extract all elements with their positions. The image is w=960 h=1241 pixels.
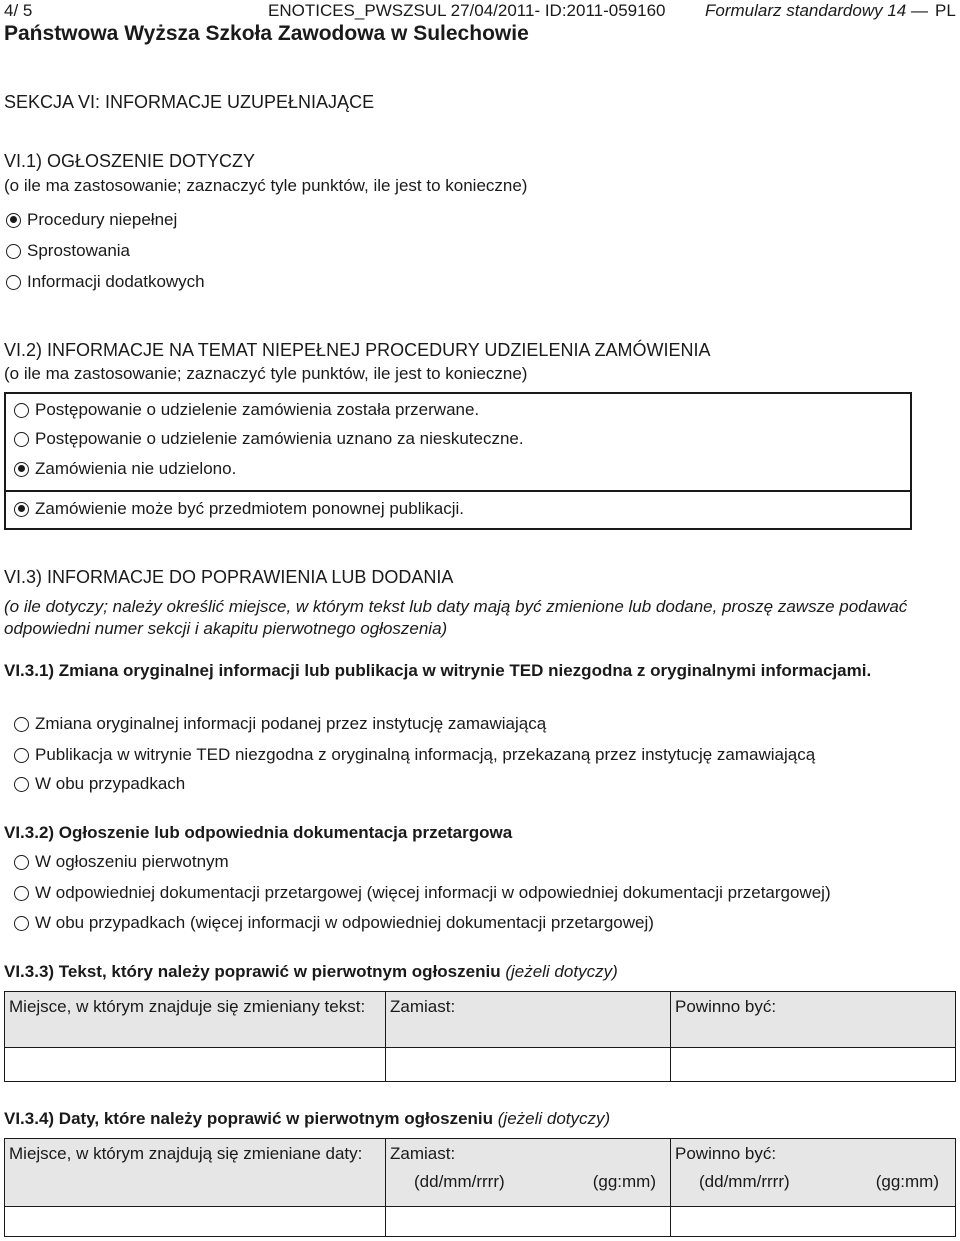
table-cell[interactable] [386, 1048, 671, 1082]
vi31-option-obu[interactable] [14, 772, 185, 796]
organization-name: Państwowa Wyższa Szkoła Zawodowa w Sulechowie [4, 22, 529, 45]
option-label: W obu przypadkach (więcej informacji w odpowiedniej dokumentacji przetargowej) [35, 913, 654, 932]
col-header-miejsce: Miejsce, w którym znajduje się zmieniany tekst: [5, 992, 386, 1048]
vi1-option-procedury-niepelnej[interactable] [6, 208, 177, 232]
radio-checked-icon[interactable] [14, 502, 29, 517]
option-label: W odpowiedniej dokumentacji przetargowej (więcej informacji w odpowiedniej dokumentacji przetargowej) [35, 883, 831, 902]
vi34-table [4, 1138, 956, 1237]
vi2-title: VI.2) INFORMACJE NA TEMAT NIEPEŁNEJ PROCEDURY UDZIELENIA ZAMÓWIENIA [4, 340, 711, 360]
vi3-note: (o ile dotyczy; należy określić miejsce, w którym tekst lub daty mają być zmienione lub dodane, proszę zawsze podawać odpowiedni numer sekcji i akapitu pierwotnego ogłoszenia) [4, 597, 908, 638]
radio-unchecked-icon[interactable] [14, 717, 29, 732]
table-cell[interactable] [5, 1207, 386, 1237]
vi32-option-pierwotnym[interactable] [14, 850, 229, 874]
date-format-label: (dd/mm/rrrr) [699, 1172, 790, 1191]
vi33-title: VI.3.3) Tekst, który należy poprawić w pierwotnym ogłoszeniu (jeżeli dotyczy) [4, 962, 618, 981]
vi2-option-przerwane[interactable] [14, 398, 479, 422]
time-format-label: (gg:mm) [875, 1172, 939, 1191]
vi2-note: (o ile ma zastosowanie; zaznaczyć tyle punktów, ile jest to konieczne) [4, 364, 528, 383]
vi3-title: VI.3) INFORMACJE DO POPRAWIENIA LUB DODANIA [4, 567, 454, 587]
vi2-option-nieskuteczne[interactable] [14, 427, 524, 451]
col-header-zamiast: Zamiast: (dd/mm/rrrr) (gg:mm) [386, 1139, 671, 1207]
col-header-miejsce: Miejsce, w którym znajdują się zmieniane daty: [5, 1139, 386, 1207]
vi2-option-nie-udzielono[interactable] [14, 457, 236, 481]
radio-unchecked-icon[interactable] [14, 855, 29, 870]
vi31-option-publikacja[interactable] [14, 743, 815, 767]
time-format-label: (gg:mm) [592, 1172, 656, 1191]
table-cell[interactable] [671, 1207, 956, 1237]
option-label: Sprostowania [27, 241, 131, 260]
page-number: 4/ 5 [4, 1, 33, 20]
option-label: Procedury niepełnej [27, 210, 178, 229]
divider [4, 490, 912, 492]
radio-checked-icon[interactable] [6, 213, 21, 228]
table-cell[interactable] [5, 1048, 386, 1082]
radio-unchecked-icon[interactable] [14, 403, 29, 418]
col-header-powinno-byc: Powinno być: [671, 992, 956, 1048]
col-header-powinno-byc: Powinno być: (dd/mm/rrrr) (gg:mm) [671, 1139, 956, 1207]
table-cell[interactable] [671, 1048, 956, 1082]
vi1-note: (o ile ma zastosowanie; zaznaczyć tyle punktów, ile jest to konieczne) [4, 176, 528, 195]
form-name: Formularz standardowy 14 — [705, 1, 928, 20]
vi32-title: VI.3.2) Ogłoszenie lub odpowiednia dokumentacja przetargowa [4, 823, 513, 842]
radio-unchecked-icon[interactable] [6, 244, 21, 259]
radio-checked-icon[interactable] [14, 462, 29, 477]
vi32-option-obu[interactable] [14, 911, 654, 935]
option-label: W ogłoszeniu pierwotnym [35, 852, 229, 871]
vi2-option-ponowna-publikacja[interactable] [14, 497, 464, 521]
date-format-label: (dd/mm/rrrr) [414, 1172, 505, 1191]
option-label: Postępowanie o udzielenie zamówienia została przerwane. [35, 400, 480, 419]
option-label: Postępowanie o udzielenie zamówienia uznano za nieskuteczne. [35, 429, 524, 448]
radio-unchecked-icon[interactable] [14, 916, 29, 931]
vi34-title: VI.3.4) Daty, które należy poprawić w pierwotnym ogłoszeniu (jeżeli dotyczy) [4, 1109, 611, 1128]
vi32-option-dokumentacji[interactable] [14, 881, 831, 905]
vi1-option-informacji-dodatkowych[interactable] [6, 270, 205, 294]
radio-unchecked-icon[interactable] [14, 886, 29, 901]
section-title: SEKCJA VI: INFORMACJE UZUPEŁNIAJĄCE [4, 92, 375, 112]
option-label: Zamówienia nie udzielono. [35, 459, 237, 478]
col-header-zamiast: Zamiast: [386, 992, 671, 1048]
option-label: Publikacja w witrynie TED niezgodna z oryginalną informacją, przekazaną przez instytucję zamawiającą [35, 745, 816, 764]
option-label: W obu przypadkach [35, 774, 186, 793]
option-label: Informacji dodatkowych [27, 272, 205, 291]
radio-unchecked-icon[interactable] [14, 777, 29, 792]
language-code: PL [935, 1, 956, 20]
radio-unchecked-icon[interactable] [6, 275, 21, 290]
vi31-option-zmiana[interactable] [14, 712, 546, 736]
radio-unchecked-icon[interactable] [14, 432, 29, 447]
vi31-title: VI.3.1) Zmiana oryginalnej informacji lub publikacja w witrynie TED niezgodna z oryginalnymi informacjami. [4, 661, 872, 680]
vi1-option-sprostowania[interactable] [6, 239, 130, 263]
notice-id: ENOTICES_PWSZSUL 27/04/2011- ID:2011-059160 [268, 1, 666, 20]
table-cell[interactable] [386, 1207, 671, 1237]
vi1-title: VI.1) OGŁOSZENIE DOTYCZY [4, 151, 256, 171]
vi33-table [4, 991, 956, 1082]
option-label: Zmiana oryginalnej informacji podanej przez instytucję zamawiającą [35, 714, 547, 733]
radio-unchecked-icon[interactable] [14, 748, 29, 763]
option-label: Zamówienie może być przedmiotem ponownej publikacji. [35, 499, 464, 518]
